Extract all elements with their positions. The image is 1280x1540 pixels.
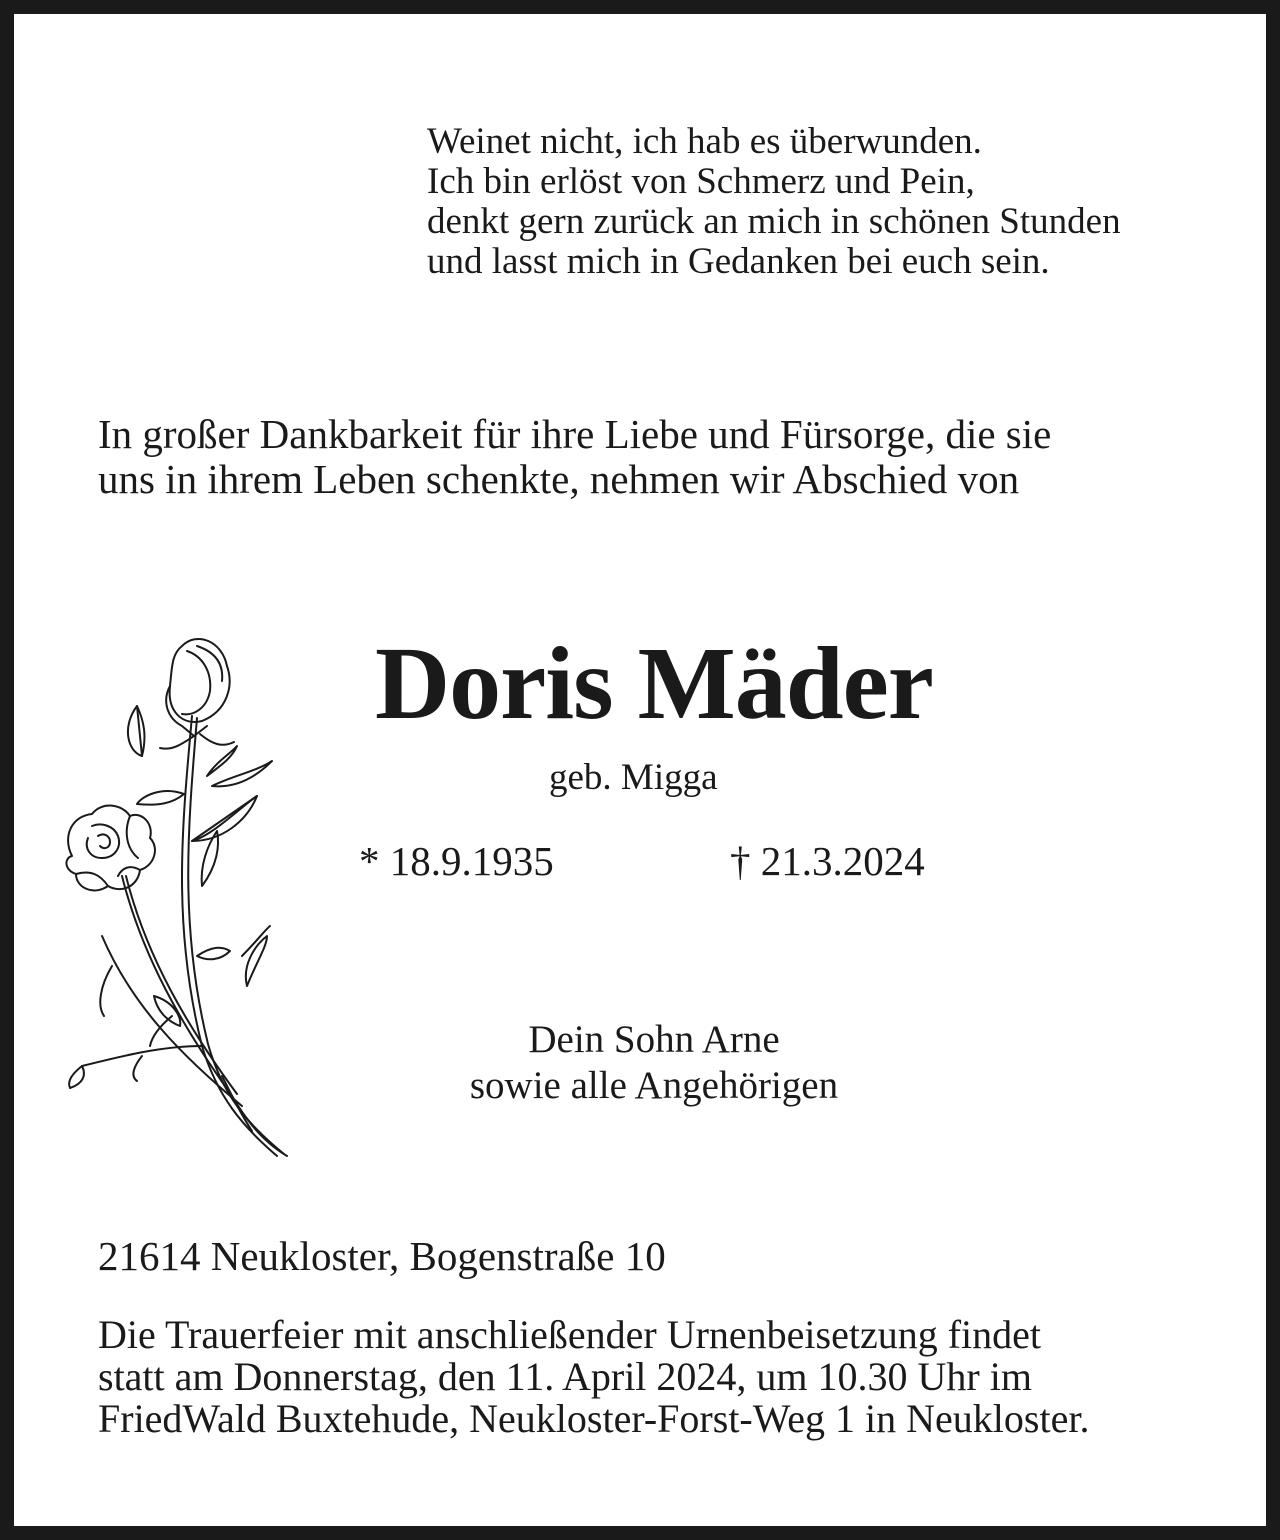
address: 21614 Neukloster, Bogenstraße 10 [98,1233,666,1279]
service-line: FriedWald Buxtehude, Neukloster-Forst-Weg 1 in Neukloster. [98,1396,1090,1441]
birth-date: * 18.9.1935 [359,838,554,884]
poem-line: Ich bin erlöst von Schmerz und Pein, [427,161,975,202]
intro-line: In großer Dankbarkeit für ihre Liebe und Fürsorge, die sie [98,411,1052,457]
deceased-name [14,619,1280,749]
birth-name: geb. Migga [549,757,718,798]
service-line: statt am Donnerstag, den 11. April 2024, um 10.30 Uhr im [98,1354,1032,1399]
death-date: † 21.3.2024 [730,838,925,884]
mourners-line: Dein Sohn Arne [528,1018,780,1061]
intro-text [98,412,1051,502]
poem-line: denkt gern zurück an mich in schönen Stunden [427,201,1121,242]
intro-line: uns in ihrem Leben schenkte, nehmen wir Abschied von [98,456,1020,502]
poem-line: und lasst mich in Gedanken bei euch sein. [427,241,1050,282]
service-info [98,1314,1089,1440]
poem-line: Weinet nicht, ich hab es überwunden. [427,121,982,162]
mourners [414,1017,894,1109]
poem [427,122,1121,282]
mourners-line: sowie alle Angehörigen [469,1064,839,1107]
service-line: Die Trauerfeier mit anschließender Urnenbeisetzung findet [98,1312,1042,1357]
deceased-name-text: Doris Mäder [375,626,933,741]
